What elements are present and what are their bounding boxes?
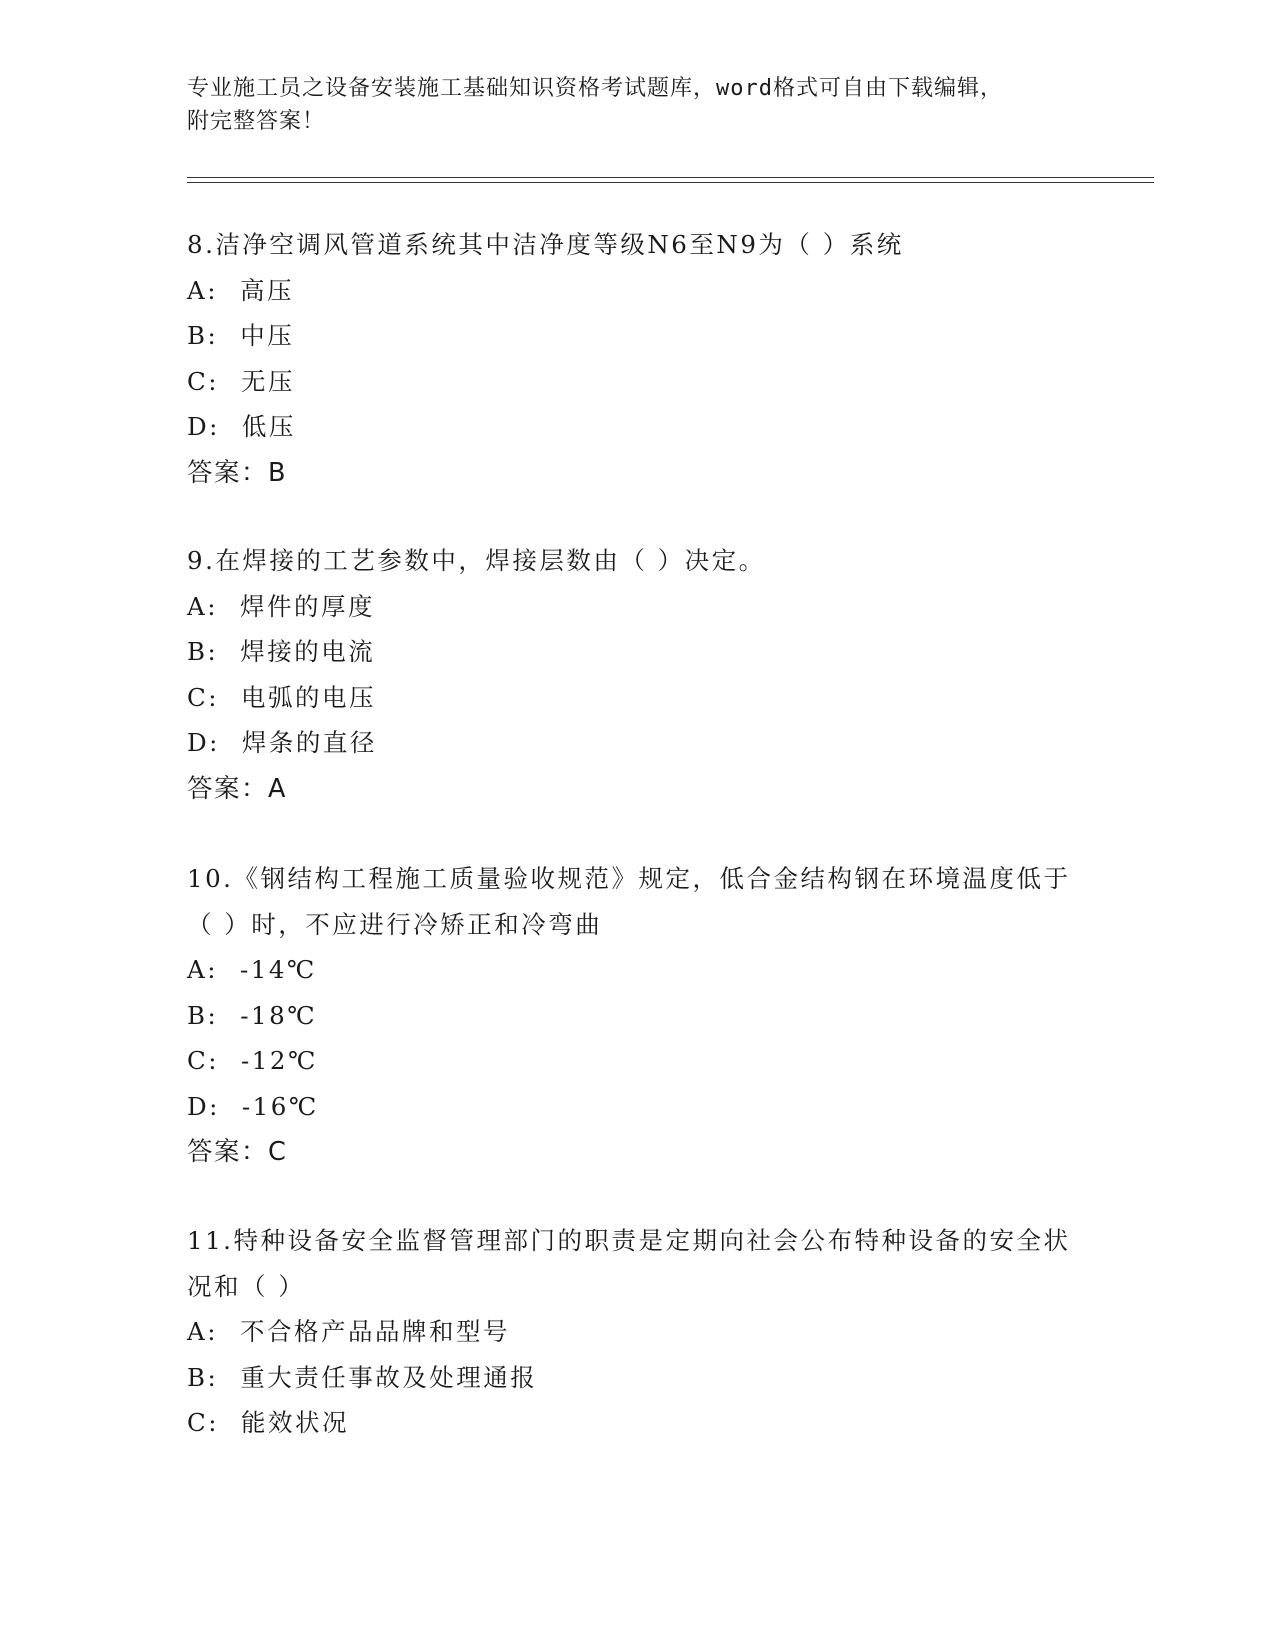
- document-header: [187, 72, 1087, 138]
- option-a: [187, 268, 1077, 314]
- header-line-1: 专业施工员之设备安装施工基础知识资格考试题库，word格式可自由下载编辑，: [187, 76, 1003, 101]
- question-stem: 8.洁净空调风管道系统其中洁净度等级N6至N9为（ ）系统: [187, 230, 904, 259]
- option-c: [187, 359, 1077, 405]
- option-text: 重大责任事故及处理通报: [240, 1362, 538, 1392]
- answer-line: 答案：A: [187, 773, 287, 804]
- option-text: -18℃: [240, 1000, 318, 1030]
- option-c: [187, 1400, 1077, 1446]
- option-text: 焊条的直径: [241, 728, 377, 757]
- option-key: C:: [187, 366, 220, 396]
- option-text: 电弧的电压: [241, 682, 377, 712]
- question-9: [187, 538, 1077, 812]
- option-d: [187, 720, 1077, 766]
- option-text: -14℃: [239, 955, 317, 984]
- option-text: -16℃: [241, 1091, 319, 1121]
- option-a: [187, 584, 1077, 630]
- option-a: [187, 947, 1077, 993]
- answer-line: 答案：B: [187, 457, 287, 488]
- question-10: [187, 856, 1077, 1175]
- option-b: [187, 1355, 1077, 1401]
- option-key: A:: [187, 591, 218, 621]
- question-8: [187, 222, 1077, 496]
- header-divider-top: [187, 177, 1154, 178]
- option-b: [187, 313, 1077, 359]
- option-key: B:: [187, 637, 219, 666]
- option-key: D:: [187, 728, 220, 757]
- header-divider-bottom: [187, 182, 1154, 183]
- option-d: [187, 1084, 1077, 1130]
- option-text: 低压: [241, 412, 296, 441]
- option-key: D:: [187, 1091, 220, 1121]
- option-key: C:: [187, 1408, 220, 1437]
- option-text: 能效状况: [241, 1408, 350, 1437]
- option-text: 焊接的电流: [240, 637, 376, 666]
- header-line-2: 附完整答案！: [187, 109, 326, 134]
- option-c: [187, 675, 1077, 721]
- option-text: 不合格产品品牌和型号: [239, 1317, 510, 1346]
- option-b: [187, 629, 1077, 675]
- option-key: B:: [187, 321, 219, 350]
- option-text: -12℃: [241, 1046, 318, 1075]
- option-b: [187, 993, 1077, 1039]
- option-d: [187, 404, 1077, 450]
- option-key: A:: [187, 1317, 218, 1346]
- option-text: 焊件的厚度: [239, 591, 375, 621]
- question-stem: 10.《钢结构工程施工质量验收规范》规定，低合金结构钢在环境温度低于（ ）时，不应进行冷矫正和冷弯曲: [187, 864, 1071, 939]
- question-stem: 11.特种设备安全监督管理部门的职责是定期向社会公布特种设备的安全状况和（ ）: [187, 1226, 1071, 1301]
- option-a: [187, 1309, 1077, 1355]
- option-c: [187, 1038, 1077, 1084]
- option-text: 高压: [239, 275, 294, 305]
- option-key: C:: [187, 682, 220, 712]
- option-text: 无压: [241, 366, 296, 396]
- option-key: A:: [187, 275, 218, 305]
- option-key: C:: [187, 1046, 220, 1075]
- question-11: [187, 1218, 1077, 1446]
- option-key: B:: [187, 1000, 219, 1030]
- question-stem: 9.在焊接的工艺参数中，焊接层数由（ ）决定。: [187, 546, 766, 575]
- answer-line: 答案：C: [187, 1137, 288, 1167]
- option-key: A:: [187, 955, 218, 984]
- option-key: D:: [187, 412, 220, 441]
- option-text: 中压: [240, 321, 295, 350]
- option-key: B:: [187, 1362, 219, 1392]
